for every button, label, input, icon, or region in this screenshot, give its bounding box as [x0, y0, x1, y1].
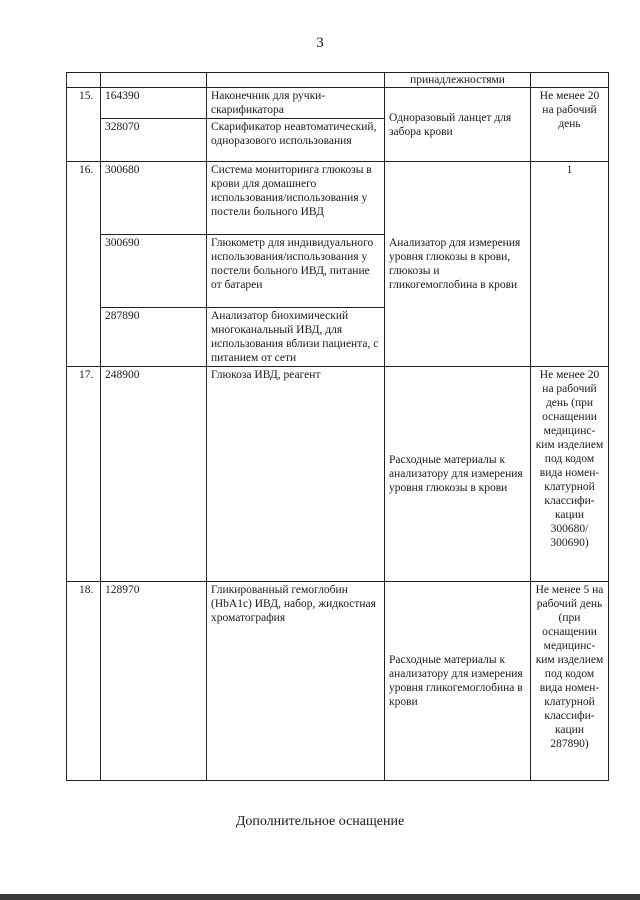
table-cell	[531, 73, 609, 88]
quantity-cell: Не менее 20 на рабочий день	[531, 88, 609, 162]
requirement-cell: Расходные материалы к анализатору для измерения уровня глюкозы в крови	[385, 367, 531, 582]
row-number: 18.	[67, 582, 101, 781]
code-cell: 248900	[101, 367, 207, 582]
table-row	[67, 367, 609, 582]
table-row	[67, 582, 609, 781]
scan-edge-shadow	[0, 894, 640, 900]
quantity-cell: Не менее 5 на рабочий день (при оснащении медицинс-ким изделием под кодом вида номен-клатурной классифи-кации 287890)	[531, 582, 609, 781]
name-cell: Глюкометр для индивидуального использования/использования у постели больного ИВД, питание от батареи	[207, 235, 385, 308]
table-cell	[67, 73, 101, 88]
table-cell	[101, 73, 207, 88]
name-cell: Система мониторинга глюкозы в крови для домашнего использования/использования у постели больного ИВД	[207, 162, 385, 235]
requirement-cell: принадлежностями	[385, 73, 531, 88]
quantity-cell: Не менее 20 на рабочий день (при оснащении медицинс-ким изделием под кодом вида номен-клатурной классифи-кации 300680/ 300690)	[531, 367, 609, 582]
table-row	[67, 162, 609, 235]
requirement-cell: Одноразовый ланцет для забора крови	[385, 88, 531, 162]
name-cell: Глюкоза ИВД, реагент	[207, 367, 385, 582]
name-cell: Наконечник для ручки-скарификатора	[207, 88, 385, 119]
code-cell: 128970	[101, 582, 207, 781]
equipment-table	[66, 72, 609, 781]
code-cell: 164390	[101, 88, 207, 119]
quantity-cell: 1	[531, 162, 609, 367]
name-cell: Гликированный гемоглобин (HbA1c) ИВД, набор, жидкостная хроматография	[207, 582, 385, 781]
table-row	[67, 73, 609, 88]
row-number: 16.	[67, 162, 101, 367]
code-cell: 300680	[101, 162, 207, 235]
name-cell: Скарификатор неавтоматический, одноразового использования	[207, 119, 385, 162]
name-cell: Анализатор биохимический многоканальный ИВД, для использования вблизи пациента, с питанием от сети	[207, 308, 385, 367]
row-number: 15.	[67, 88, 101, 162]
code-cell: 328070	[101, 119, 207, 162]
table-row	[67, 88, 609, 119]
requirement-cell: Расходные материалы к анализатору для измерения уровня гликогемоглобина в крови	[385, 582, 531, 781]
section-heading: Дополнительное оснащение	[235, 814, 405, 829]
page-number: 3	[316, 35, 324, 51]
row-number: 17.	[67, 367, 101, 582]
code-cell: 300690	[101, 235, 207, 308]
table-cell	[207, 73, 385, 88]
code-cell: 287890	[101, 308, 207, 367]
requirement-cell: Анализатор для измерения уровня глюкозы в крови, глюкозы и гликогемоглобина в крови	[385, 162, 531, 367]
